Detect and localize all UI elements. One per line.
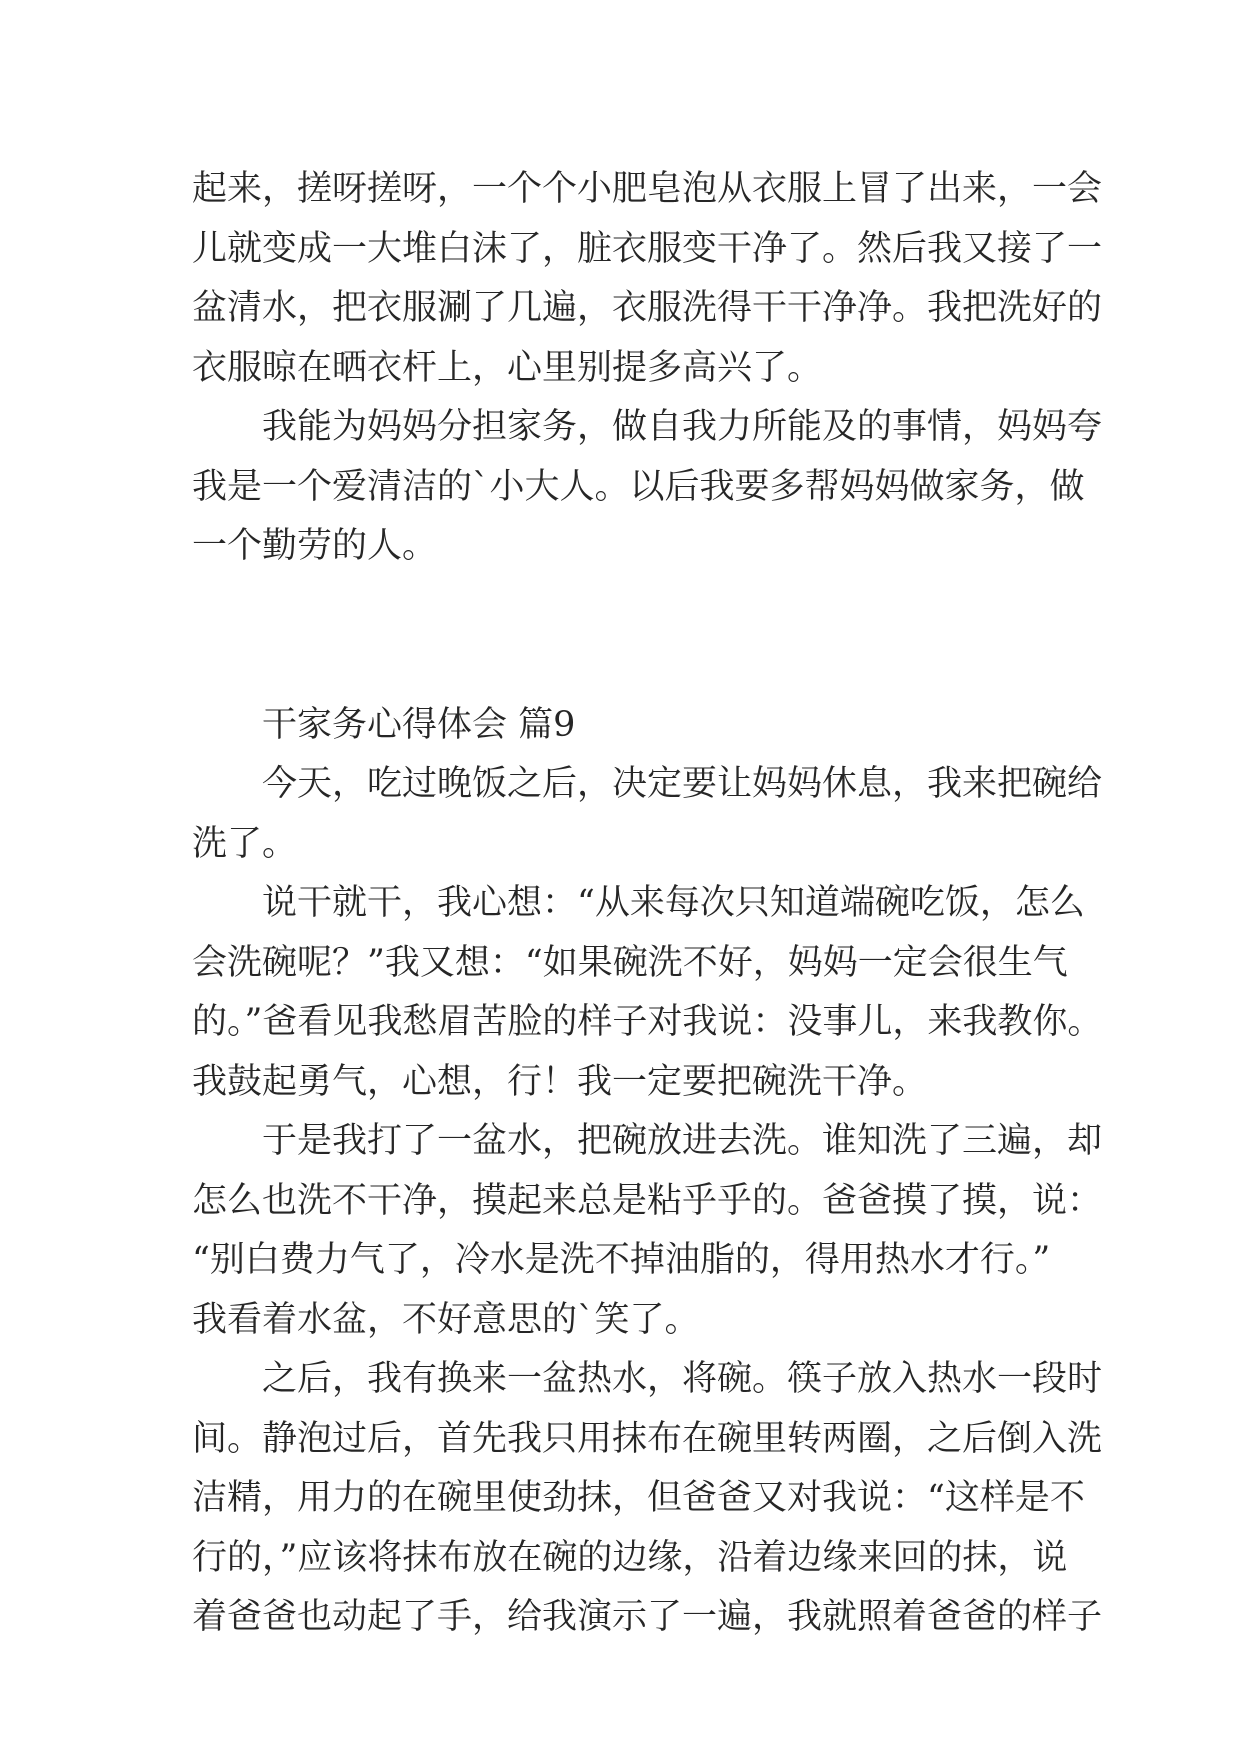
text-line: 我能为妈妈分担家务，做自我力所能及的事情，妈妈夸	[262, 407, 1103, 447]
text-line: 衣服晾在晒衣杆上，心里别提多高兴了。	[192, 347, 823, 388]
text-line: 于是我打了一盆水，把碗放进去洗。谁知洗了三遍，却	[262, 1121, 1103, 1161]
text-line: 会洗碗呢？”我又想：“如果碗洗不好，妈妈一定会很生气	[192, 942, 1068, 983]
text-line: 之后，我有换来一盆热水，将碗。筷子放入热水一段时	[262, 1359, 1103, 1399]
section-gap	[192, 577, 1062, 696]
text-line: 我是一个爱清洁的`小大人。以后我要多帮妈妈做家务，做	[192, 466, 1085, 507]
paragraph-4	[192, 1350, 1103, 1648]
paragraph-2	[192, 874, 1103, 1112]
text-line: 洗了。	[192, 823, 298, 864]
section-heading: 干家务心得体会 篇9	[262, 704, 576, 745]
text-line: 起来，搓呀搓呀，一个个小肥皂泡从衣服上冒了出来，一会	[192, 169, 1103, 209]
text-line: 着爸爸也动起了手，给我演示了一遍，我就照着爸爸的样子	[192, 1597, 1103, 1637]
text-line: 的。”爸看见我愁眉苦脸的样子对我说：没事儿，来我教你。	[192, 1002, 1103, 1042]
text-line: 我鼓起勇气，心想，行！我一定要把碗洗干净。	[192, 1061, 928, 1102]
text-line: 怎么也洗不干净，摸起来总是粘乎乎的。爸爸摸了摸，说：	[192, 1180, 1103, 1221]
paragraph-1	[192, 755, 1103, 874]
text-line: 间。静泡过后，首先我只用抹布在碗里转两圈，之后倒入洗	[192, 1418, 1103, 1459]
text-line: 洁精，用力的在碗里使劲抹，但爸爸又对我说：“这样是不	[192, 1478, 1085, 1518]
text-line: “别白费力气了，冷水是洗不掉油脂的，得用热水才行。”	[192, 1240, 1051, 1280]
text-line: 儿就变成一大堆白沫了，脏衣服变干净了。然后我又接了一	[192, 228, 1103, 269]
paragraph-conclusion	[192, 398, 1103, 577]
paragraph-3	[192, 1112, 1103, 1350]
document-page	[192, 160, 1103, 1648]
text-line: 行的，”应该将抹布放在碗的边缘，沿着边缘来回的抹，说	[192, 1537, 1068, 1578]
text-line: 盆清水，把衣服涮了几遍，衣服洗得干干净净。我把洗好的	[192, 288, 1103, 328]
text-line: 说干就干，我心想：“从来每次只知道端碗吃饭，怎么	[262, 883, 1085, 923]
paragraph-continued	[192, 160, 1103, 398]
text-line: 今天，吃过晚饭之后，决定要让妈妈休息，我来把碗给	[262, 764, 1103, 804]
text-line: 我看着水盆，不好意思的`笑了。	[192, 1299, 700, 1340]
text-line: 一个勤劳的人。	[192, 526, 438, 566]
